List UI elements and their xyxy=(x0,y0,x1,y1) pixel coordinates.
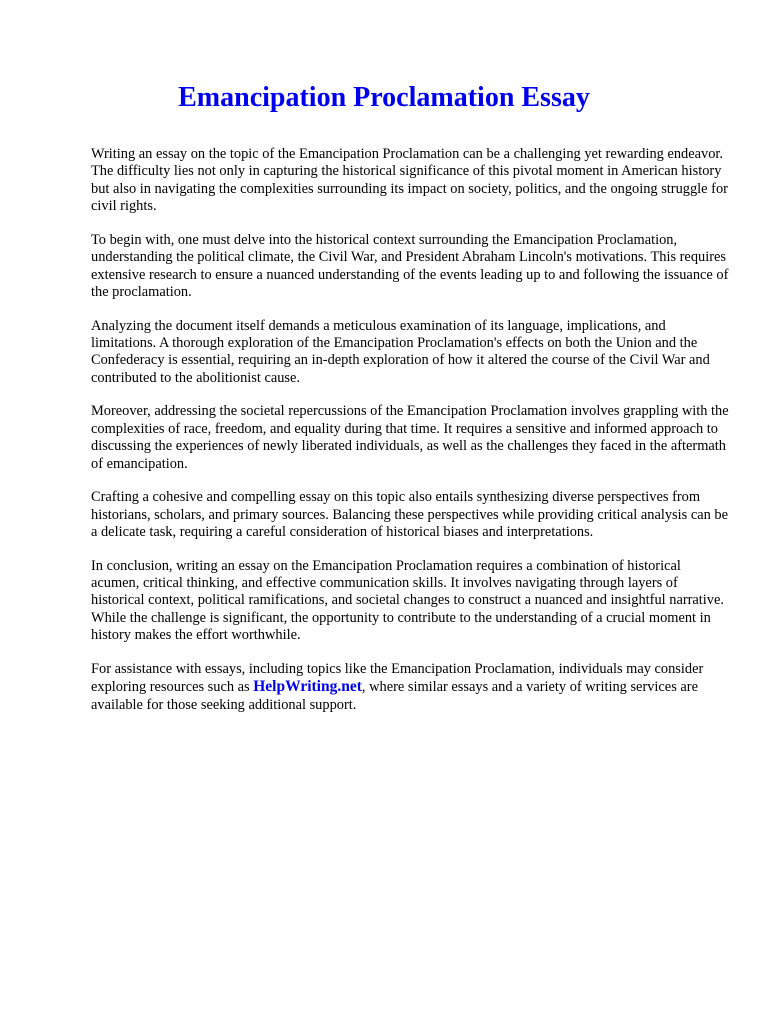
document-body xyxy=(91,146,731,730)
paragraph-4: Moreover, addressing the societal repercussions of the Emancipation Proclamation involves grappling with the complexities of race, freedom, and equality during that time. It requires a sensitive and informed approach to discussing the experiences of newly liberated individuals, as well as the challenges they faced in the aftermath of emancipation. xyxy=(91,403,729,472)
paragraph-5: Crafting a cohesive and compelling essay on this topic also entails synthesizing diverse perspectives from historians, scholars, and primary sources. Balancing these perspectives while providing critical analysis can be a delicate task, requiring a careful consideration of historical biases and interpretations. xyxy=(91,489,728,541)
helpwriting-link[interactable]: HelpWriting.net xyxy=(253,678,362,696)
paragraph-1: Writing an essay on the topic of the Emancipation Proclamation can be a challenging yet rewarding endeavor. The difficulty lies not only in capturing the historical significance of this pivotal moment in American history but also in navigating the complexities surrounding its impact on society, politics, and the ongoing struggle for civil rights. xyxy=(91,146,728,215)
paragraph-3: Analyzing the document itself demands a meticulous examination of its language, implications, and limitations. A thorough exploration of the Emancipation Proclamation's effects on both the Union and the Confederacy is essential, requiring an in-depth exploration of how it altered the course of the Civil War and contributed to the abolitionist cause. xyxy=(91,317,710,386)
document-title: Emancipation Proclamation Essay xyxy=(178,82,590,113)
paragraph-6: In conclusion, writing an essay on the Emancipation Proclamation requires a combination of historical acumen, critical thinking, and effective communication skills. It involves navigating through layers of historical context, political ramifications, and societal changes to construct a nuanced and insightful narrative. While the challenge is significant, the opportunity to contribute to the understanding of a crucial moment in history makes the effort worthwhile. xyxy=(91,557,724,644)
closing-paragraph xyxy=(91,661,731,714)
closing-text-before-link: For assistance with essays, including topics like the Emancipation Proclamation, individuals may consider exploring resources such as xyxy=(91,660,704,696)
closing-text-after-link: , where similar essays and a variety of writing services are available for those seeking additional support. xyxy=(91,679,698,713)
paragraph-2: To begin with, one must delve into the historical context surrounding the Emancipation Proclamation, understanding the political climate, the Civil War, and President Abraham Lincoln's motivations. This requires extensive research to ensure a nuanced understanding of the events leading up to and following the issuance of the proclamation. xyxy=(91,231,729,301)
